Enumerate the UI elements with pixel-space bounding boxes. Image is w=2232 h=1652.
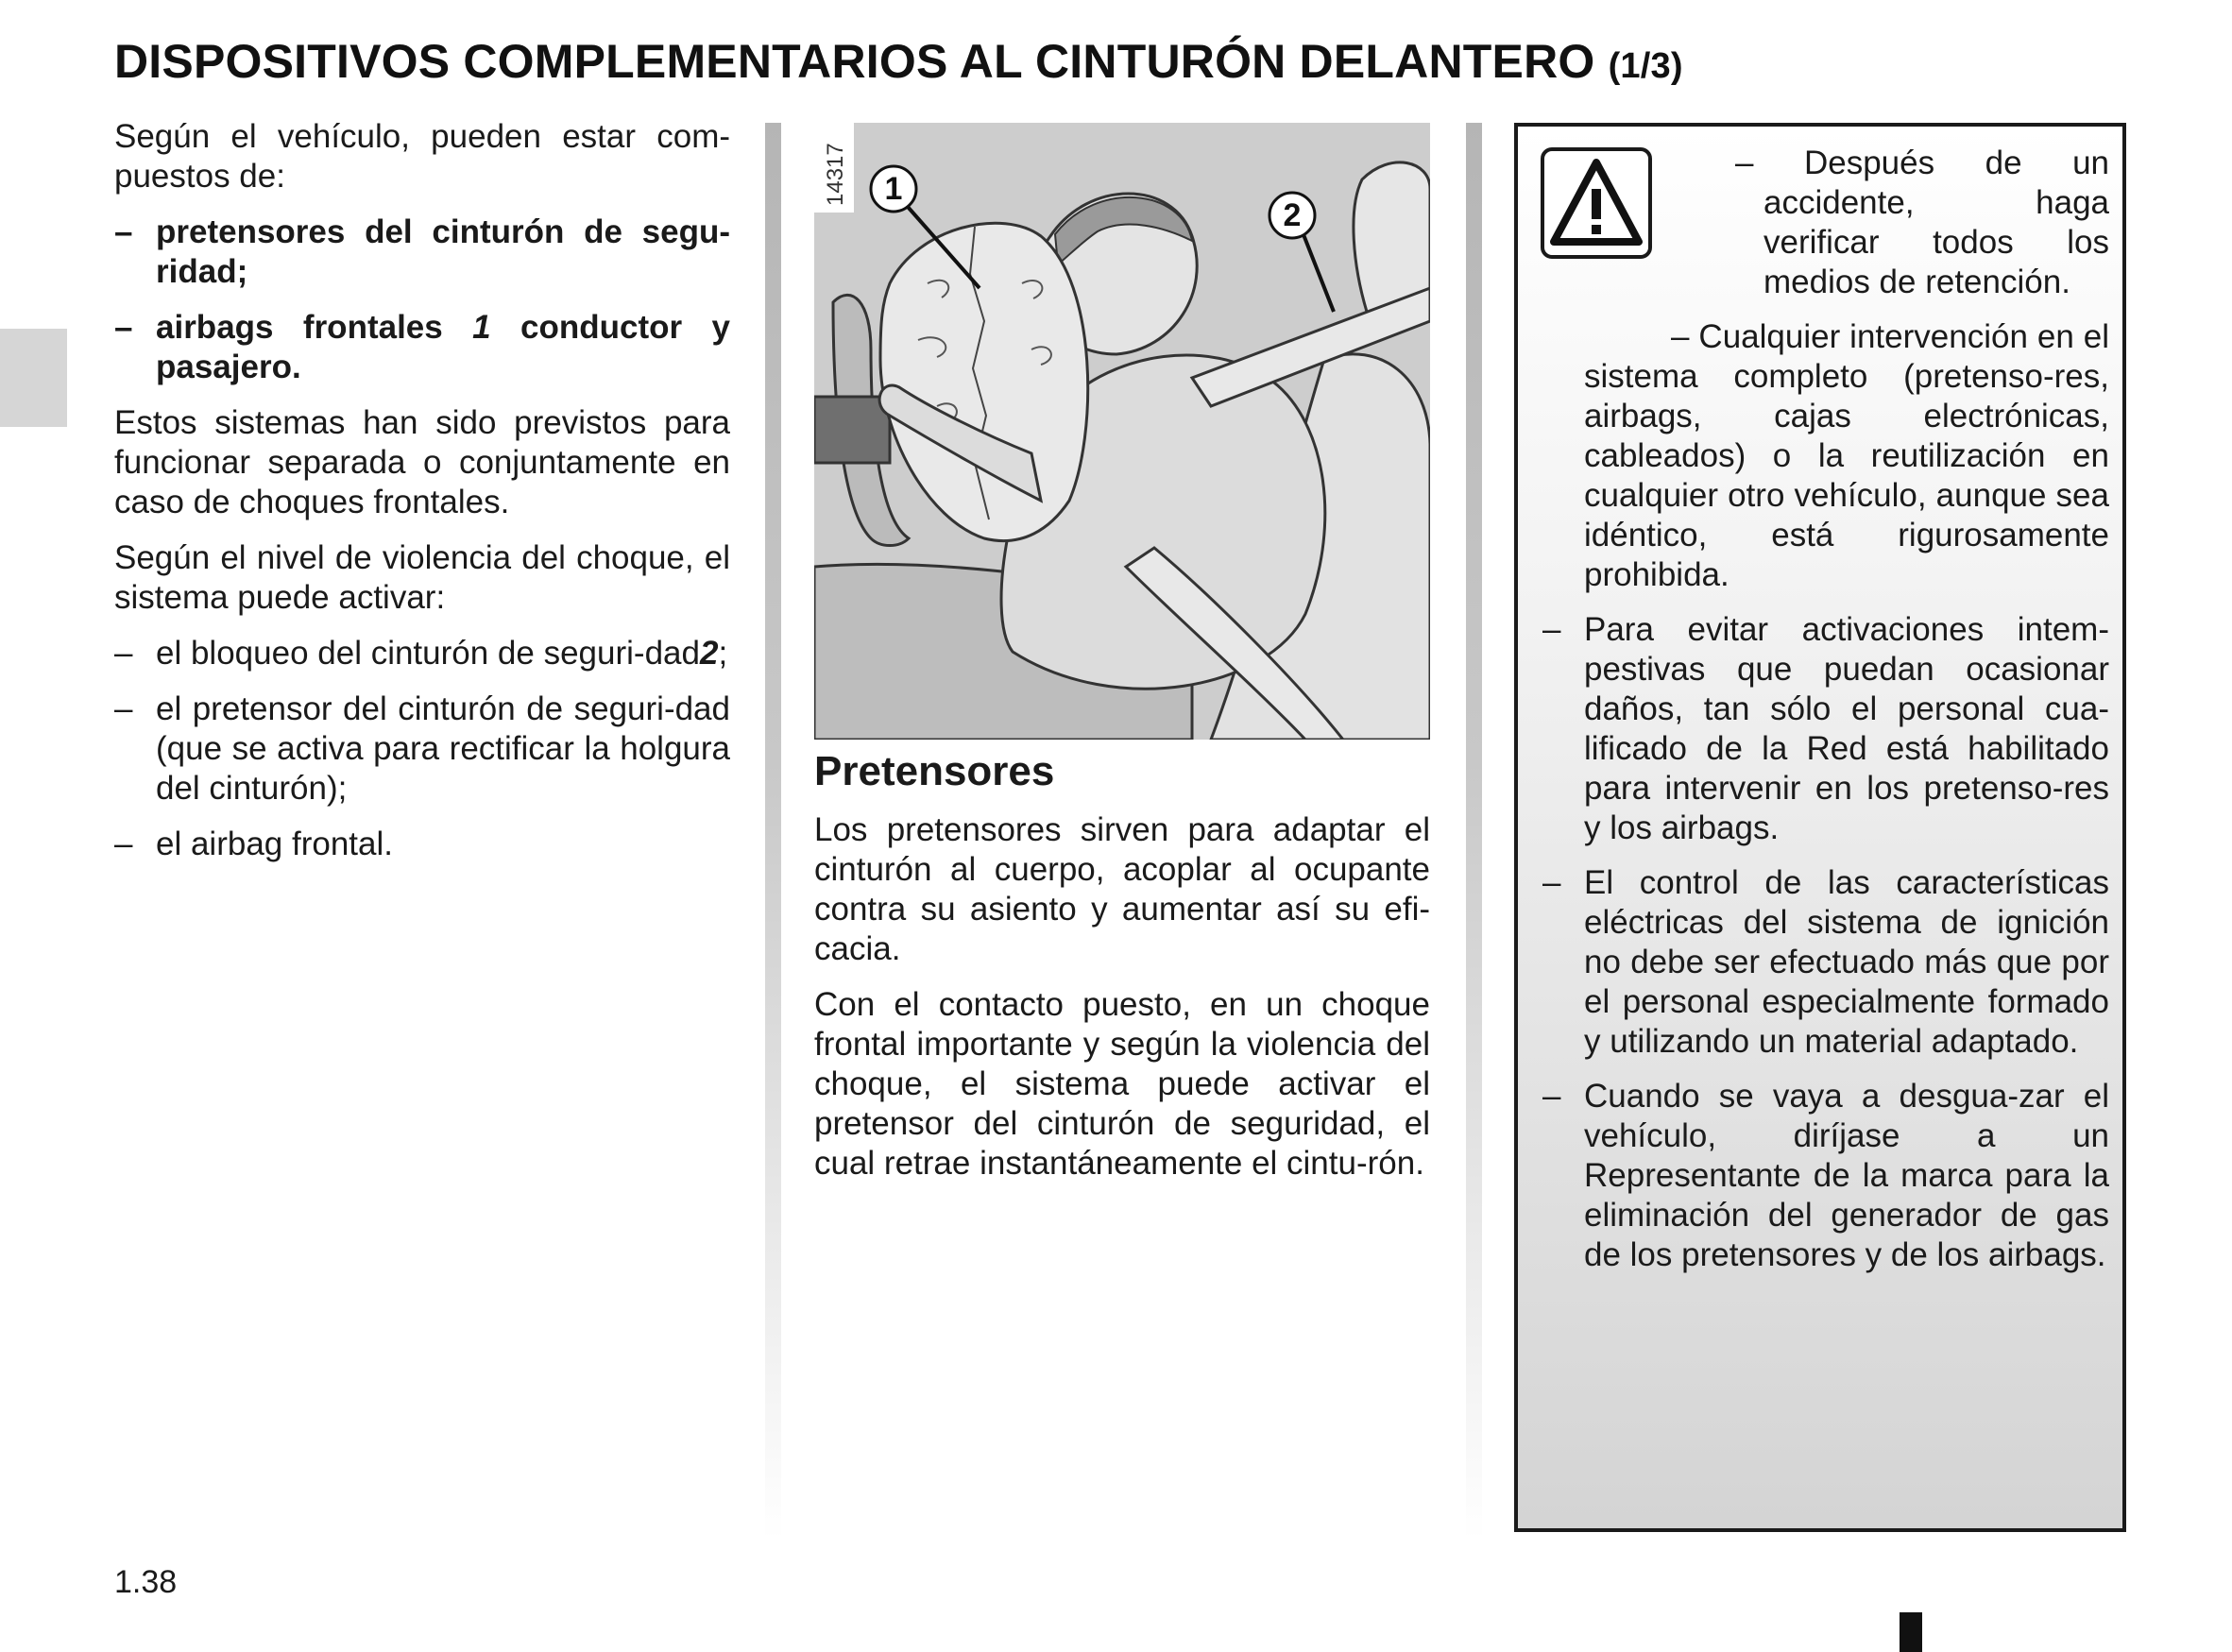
- warning-text: [1542, 144, 2109, 1290]
- figure-code: 14317: [823, 143, 848, 206]
- pretensores-paragraph-1: Los pretensores sirven para adaptar el cinturón al cuerpo, acoplar al ocupante contra su asiento y aumentar así su efi-cacia.: [814, 811, 1430, 967]
- list-item-text: pretensores del cinturón de segu-ridad;: [156, 213, 730, 290]
- column-divider: [1466, 123, 1482, 1540]
- ref-number: 2: [699, 635, 719, 672]
- list-item-pretensor: [114, 690, 730, 809]
- list-item-airbags: [114, 308, 730, 387]
- middle-column: [814, 746, 1430, 1200]
- page-number: 1.38: [114, 1564, 178, 1600]
- page-title: [114, 34, 1683, 89]
- warning-second-paragraph: – Cualquier intervención en el sistema completo (pretenso-res, airbags, cajas electrónicas, cableados) o la reutilización en cualquier otro vehículo, aunque sea idéntico, está rigurosamente prohibida.: [1584, 318, 2109, 593]
- list-dash: –: [114, 309, 133, 346]
- title-text: DISPOSITIVOS COMPLEMENTARIOS AL CINTURÓN DELANTERO: [114, 35, 1595, 88]
- print-mark: [1900, 1612, 1922, 1652]
- list-dash: –: [114, 690, 133, 727]
- section-heading: Pretensores: [814, 748, 1055, 794]
- callout-1: [871, 166, 916, 212]
- warning-box: [1514, 123, 2126, 1532]
- list-item-text: [156, 634, 730, 673]
- warning-item: [1542, 863, 2109, 1062]
- callout-1-label: 1: [884, 171, 903, 207]
- list-dash: –: [1542, 1078, 1561, 1115]
- airbag-illustration: [814, 123, 1430, 740]
- pretensores-paragraph-2: Con el contacto puesto, en un choque frontal importante y según la violencia del choque, el sistema puede activar el pretensor del cinturón de seguridad, el cual retrae instantáneamente el cintu-rón.: [814, 986, 1430, 1182]
- list-item-text: [156, 308, 730, 387]
- warning-item: [1542, 1077, 2109, 1275]
- list-item-bloqueo: [114, 634, 730, 673]
- warning-item-text: Cuando se vaya a desgua-zar el vehículo, diríjase a un Representante de la marca para la eliminación del generador de gas de los pretensores y de los airbags.: [1584, 1078, 2109, 1273]
- section-tab: [0, 329, 67, 427]
- text-before: airbags frontales: [156, 309, 473, 346]
- warning-item-text: Para evitar activaciones intem-pestivas que puedan ocasionar daños, tan sólo el personal cua-lificado de la Red está habilitado para intervenir en los pretenso-res y los airbags.: [1584, 611, 2109, 846]
- list-dash: –: [1542, 611, 1561, 648]
- ref-number: 1: [472, 309, 491, 346]
- text-after: conductor y pasajero.: [156, 309, 730, 385]
- list-dash: –: [114, 213, 133, 250]
- list-item-airbag-frontal: [114, 825, 730, 864]
- title-part: (1/3): [1608, 46, 1683, 86]
- warning-first-paragraph: – Después de un accidente, haga verificar todos los medios de retención.: [1735, 145, 2109, 300]
- paragraph-systems: Estos sistemas han sido previstos para funcionar separada o conjuntamente en caso de choques frontales.: [114, 404, 730, 520]
- list-item-pretensores: [114, 213, 730, 292]
- warning-item-text: El control de las características eléctricas del sistema de ignición no debe ser efectuado más que por el personal especialmente formado y utilizando un material adaptado.: [1584, 864, 2109, 1060]
- text-after: ;: [718, 635, 728, 672]
- paragraph-violence: Según el nivel de violencia del choque, el sistema puede activar:: [114, 539, 730, 616]
- left-column: [114, 117, 730, 880]
- list-dash: –: [1542, 864, 1561, 901]
- callout-2-label: 2: [1283, 197, 1302, 233]
- column-divider: [765, 123, 781, 1540]
- warning-item: [1542, 610, 2109, 848]
- list-dash: –: [114, 826, 133, 862]
- callout-2: [1269, 193, 1315, 238]
- intro-paragraph: Según el vehículo, pueden estar com-puestos de:: [114, 118, 730, 195]
- illustration-svg: [814, 123, 1430, 740]
- list-item-text: el pretensor del cinturón de seguri-dad (que se activa para rectificar la holgura del cinturón);: [156, 690, 730, 807]
- text-before: el bloqueo del cinturón de seguri-dad: [156, 635, 700, 672]
- list-item-text: el airbag frontal.: [156, 826, 393, 862]
- list-dash: –: [114, 635, 133, 672]
